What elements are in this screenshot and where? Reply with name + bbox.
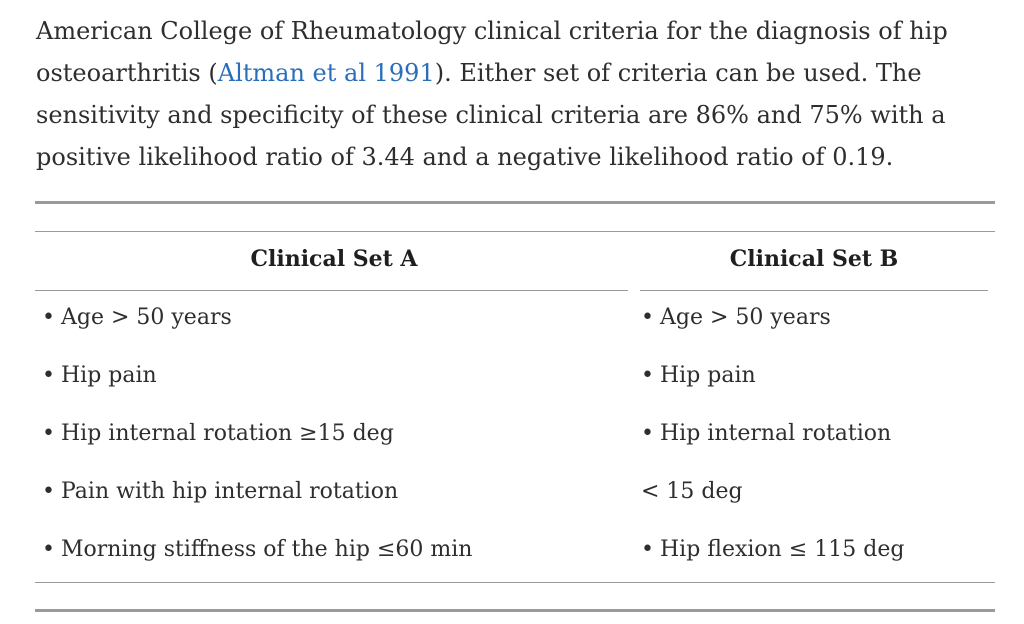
set-b-item bbox=[641, 360, 756, 392]
set-b-item bbox=[641, 418, 891, 450]
table-top-rule bbox=[35, 201, 995, 204]
set-a-item bbox=[42, 476, 398, 508]
set-b-item bbox=[641, 302, 831, 334]
set-a-item bbox=[42, 534, 472, 566]
set-b-item-text: Hip flexion ≤ 115 deg bbox=[659, 537, 905, 562]
bullet-glyph: • bbox=[641, 305, 654, 330]
table-caption bbox=[36, 10, 996, 178]
citation-link[interactable]: Altman et al 1991 bbox=[217, 59, 435, 87]
set-b-item-text: Age > 50 years bbox=[659, 305, 831, 330]
bullet-glyph: • bbox=[42, 421, 55, 446]
set-a-item-text: Morning stiffness of the hip ≤60 min bbox=[60, 537, 473, 562]
header-rule-set-b bbox=[640, 290, 988, 291]
caption-text-before: American College of Rheumatology clinical criteria for the diagnosis of hip osteoarthritis ( bbox=[36, 17, 948, 87]
set-a-item bbox=[42, 302, 232, 334]
header-clinical-set-a: Clinical Set A bbox=[250, 246, 418, 272]
header-rule-set-a bbox=[35, 290, 628, 291]
bullet-glyph: • bbox=[641, 537, 654, 562]
bullet-glyph: • bbox=[42, 363, 55, 388]
set-a-item-text: Hip internal rotation ≥15 deg bbox=[60, 421, 394, 446]
table-body-bottom-rule bbox=[35, 582, 995, 583]
set-a-item bbox=[42, 360, 157, 392]
set-b-item bbox=[641, 476, 743, 508]
caption-text-after: ). Either set of criteria can be used. The sensitivity and specificity of these clinical criteria are 86% and 75% with a positive likelihood ratio of 3.44 and a negative likelihood ratio of 0.19. bbox=[36, 59, 946, 171]
table-bottom-rule bbox=[35, 609, 995, 612]
set-a-item bbox=[42, 418, 394, 450]
set-a-item-text: Age > 50 years bbox=[60, 305, 232, 330]
set-a-item-text: Hip pain bbox=[60, 363, 157, 388]
header-top-rule bbox=[35, 231, 995, 232]
set-b-item-text: < 15 deg bbox=[641, 479, 743, 504]
bullet-glyph: • bbox=[42, 479, 55, 504]
bullet-glyph: • bbox=[42, 537, 55, 562]
set-b-item-text: Hip pain bbox=[659, 363, 756, 388]
header-clinical-set-b: Clinical Set B bbox=[729, 246, 899, 272]
set-a-item-text: Pain with hip internal rotation bbox=[60, 479, 399, 504]
bullet-glyph: • bbox=[641, 363, 654, 388]
bullet-glyph: • bbox=[42, 305, 55, 330]
set-b-item bbox=[641, 534, 904, 566]
bullet-glyph: • bbox=[641, 421, 654, 446]
set-b-item-text: Hip internal rotation bbox=[659, 421, 892, 446]
